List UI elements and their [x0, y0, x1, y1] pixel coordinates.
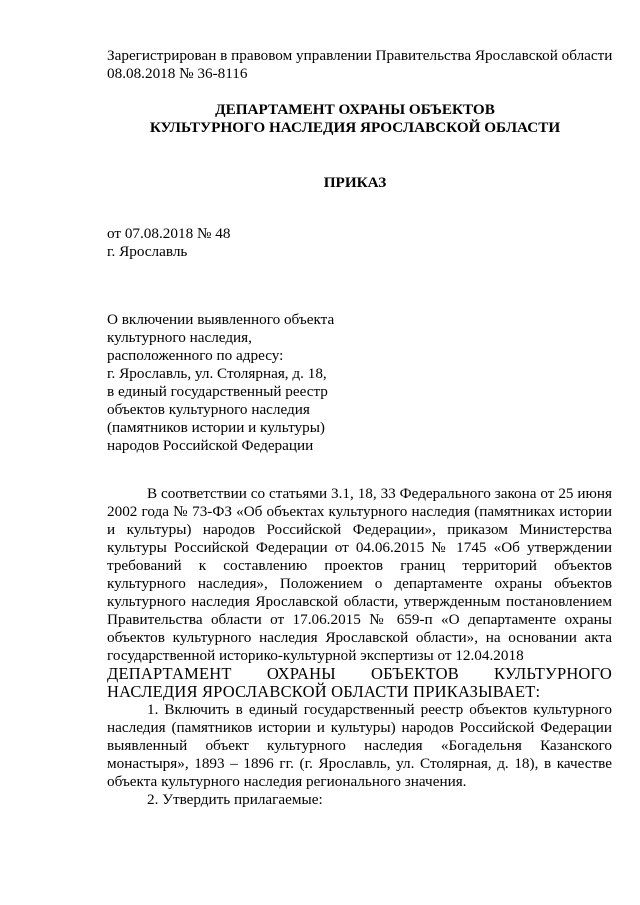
registration-stamp — [107, 47, 617, 83]
subject-line: объектов культурного наследия — [107, 401, 310, 418]
subject-line: народов Российской Федерации — [107, 437, 314, 454]
subject-line: г. Ярославль, ул. Столярная, д. 18, — [107, 365, 327, 382]
subject-line: культурного наследия, — [107, 329, 252, 346]
city: г. Ярославль — [107, 243, 188, 260]
date-number: от 07.08.2018 № 48 — [107, 225, 231, 242]
order-item-2: 2. Утвердить прилагаемые: — [147, 791, 323, 808]
preamble-paragraph: В соответствии со статьями 3.1, 18, 33 Федерального закона от 25 июня 2002 года № 73-ФЗ «Об объектах культурного наследия (памятниках истории и культуры) народов Российской Федерации», приказом Министерства культуры Российской Федерации от 04.06.2015 № 1745 «Об утверждении требований к составлению проектов границ территорий объектов культурного наследия», Положением о департаменте охраны объектов культурного наследия Ярославской области, утвержденным постановлением Правительства области от 17.06.2015 № 659-п «О департаменте охраны объектов культурного наследия Ярославской области», на основании акта государственной историко-культурной экспертизы от 12.04.2018 — [107, 485, 612, 664]
department-line-1: ДЕПАРТАМЕНТ ОХРАНЫ ОБЪЕКТОВ — [215, 101, 495, 118]
subject-line: (памятников истории и культуры) — [107, 419, 325, 436]
document-type-title: ПРИКАЗ — [323, 174, 387, 191]
orders-paragraph: ДЕПАРТАМЕНТ ОХРАНЫ ОБЪЕКТОВ КУЛЬТУРНОГО НАСЛЕДИЯ ЯРОСЛАВСКОЙ ОБЛАСТИ ПРИКАЗЫВАЕТ: — [107, 664, 612, 701]
document-subject — [107, 311, 407, 455]
subject-line: расположенного по адресу: — [107, 347, 284, 364]
document-meta — [107, 225, 407, 261]
department-line-2: КУЛЬТУРНОГО НАСЛЕДИЯ ЯРОСЛАВСКОЙ ОБЛАСТИ — [149, 119, 561, 136]
order-item-1: 1. Включить в единый государственный реестр объектов культурного наследия (памятников истории и культуры) народов Российской Федерации выявленный объект культурного наследия «Богадельня Казанского монастыря», 1893 – 1896 гг. (г. Ярославль, ул. Столярная, д. 18), в качестве объекта культурного наследия регионального значения. — [107, 701, 612, 790]
registration-line-1: Зарегистрирован в правовом управлении Правительства Ярославской области — [107, 47, 613, 64]
department-heading — [100, 101, 610, 137]
registration-line-2: 08.08.2018 № 36-8116 — [107, 65, 248, 82]
subject-line: в единый государственный реестр — [107, 383, 328, 400]
subject-line: О включении выявленного объекта — [107, 311, 335, 328]
document-body — [107, 485, 612, 809]
